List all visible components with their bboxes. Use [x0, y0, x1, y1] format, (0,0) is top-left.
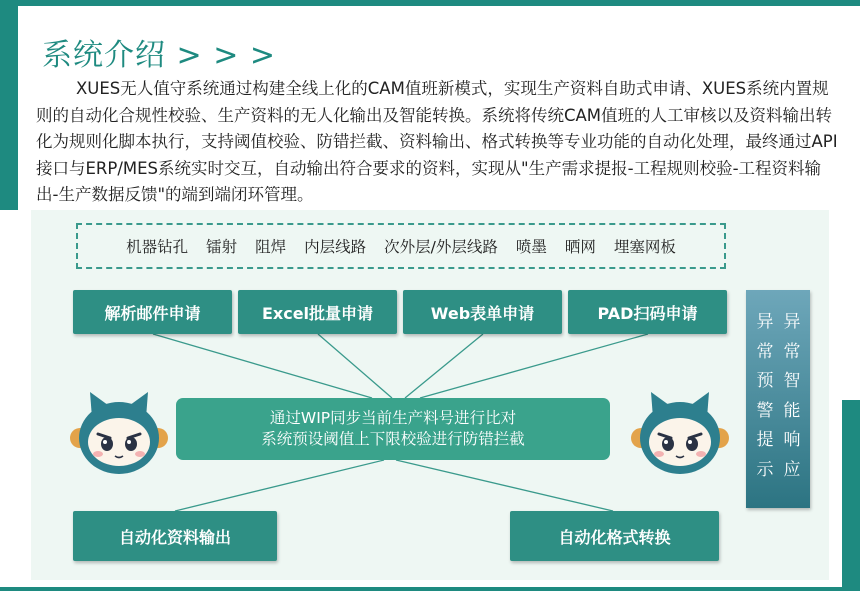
- connector-line: [153, 334, 372, 398]
- process-item: 机器钻孔: [126, 238, 189, 256]
- process-item: 内层线路: [304, 238, 367, 256]
- page-title: 系统介绍 > > >: [42, 38, 277, 73]
- robot-mascot-right-icon: [631, 390, 729, 480]
- connector-line: [318, 334, 392, 398]
- connector-line: [420, 334, 648, 398]
- process-list: [76, 223, 726, 269]
- validation-line-2: 系统预设阈值上下限校验进行防错拦截: [261, 430, 525, 448]
- excel-request-box: Excel批量申请: [238, 290, 397, 334]
- email-request-box: 解析邮件申请: [73, 290, 232, 334]
- connector-line: [405, 334, 483, 398]
- connector-line: [175, 460, 384, 511]
- alert-column-2: 异常智能响应: [783, 312, 801, 480]
- connector-line: [396, 460, 613, 511]
- process-item: 埋塞网板: [613, 238, 676, 256]
- robot-mascot-left-icon: [70, 390, 168, 480]
- alert-column-1: 异常预警提示: [756, 312, 774, 480]
- web-request-box: Web表单申请: [403, 290, 562, 334]
- validation-box: [176, 398, 610, 460]
- intro-paragraph: XUES无人值守系统通过构建全线上化的CAM值班新模式，实现生产资料自助式申请、XUES系统内置规则的自动化合规性校验、生产资料的无人化输出及智能转换。系统将传统CAM值班的人工审核以及资料输出转化为规则化脚本执行，支持阈值校验、防错拦截、资料输出、格式转换等专业功能的自动化处理，最终通过API接口与ERP/MES系统实时交互，自动输出符合要求的资料，实现从"生产需求提报-工程规则校验-工程资料输出-生产数据反馈"的端到端闭环管理。: [36, 79, 838, 204]
- process-item: 阻焊: [255, 238, 287, 256]
- alert-panel: [746, 290, 810, 508]
- process-item: 镭射: [206, 238, 238, 256]
- auto-convert-box: 自动化格式转换: [510, 511, 719, 561]
- validation-line-1: 通过WIP同步当前生产料号进行比对: [269, 409, 517, 427]
- process-item: 晒网: [564, 238, 596, 256]
- auto-output-box: 自动化资料输出: [73, 511, 277, 561]
- process-item: 喷墨: [515, 238, 547, 256]
- pad-request-box: PAD扫码申请: [568, 290, 727, 334]
- process-item: 次外层/外层线路: [384, 238, 498, 256]
